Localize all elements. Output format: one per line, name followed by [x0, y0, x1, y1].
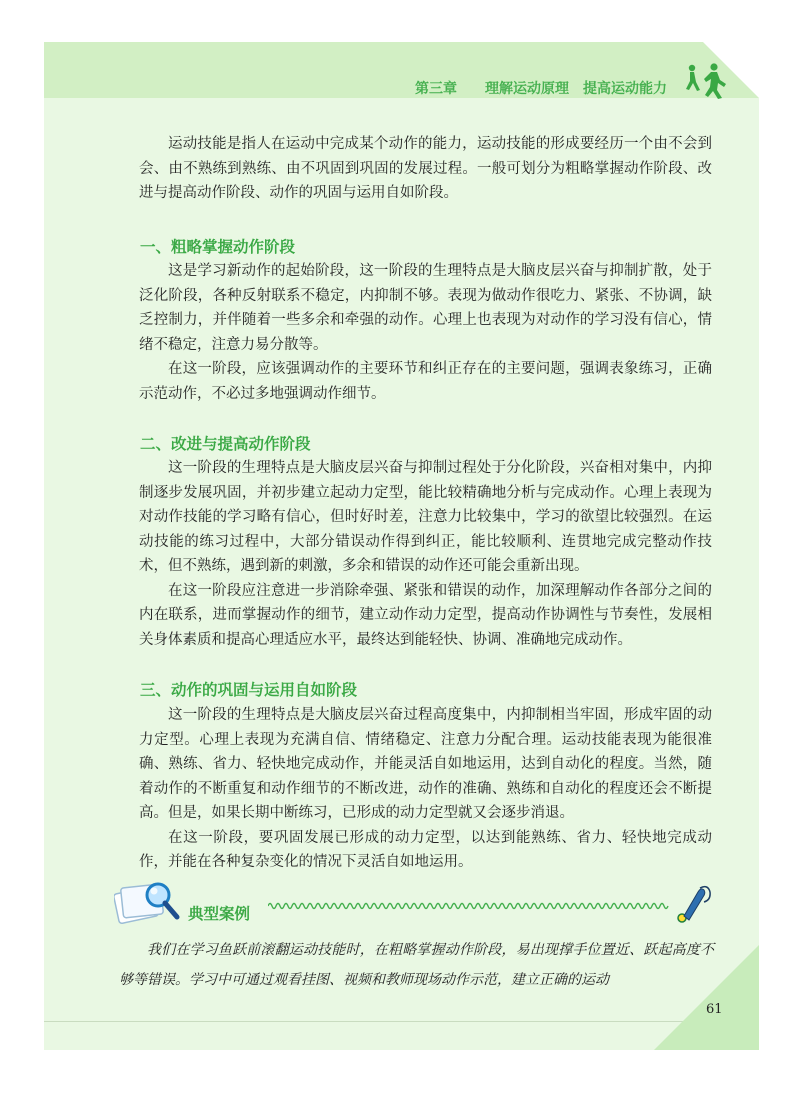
section-body-2 — [139, 456, 712, 652]
footer-rule — [44, 1021, 759, 1022]
intro-paragraph — [139, 132, 712, 206]
case-title: 典型案例 — [188, 905, 251, 923]
paragraph: 这一阶段的生理特点是大脑皮层兴奋过程高度集中，内抑制相当牢固，形成牢固的动力定型。心理上表现为充满自信、情绪稳定、注意力分配合理。运动技能表现为能很准确、熟练、省力、轻快地完成动作，并能灵活自如地运用，达到自动化的程度。当然，随着动作的不断重复和动作细节的不断改进，动作的准确、熟练和自动化的程度还会不断提高。但是，如果长期中断练习，已形成的动力定型就又会逐步消退。 — [139, 707, 712, 821]
pen-icon — [670, 882, 716, 934]
paragraph: 在这一阶段应注意进一步消除牵强、紧张和错误的动作，加深理解动作各部分之间的内在联系，进而掌握动作的细节，建立动作动力定型，提高动作协调性与节奏性，发展相关身体素质和提高心理适应水平，最终达到能轻快、协调、准确地完成动作。 — [139, 582, 712, 648]
section-body-3 — [139, 703, 712, 875]
corner-decoration — [654, 945, 759, 1050]
intro-text: 运动技能是指人在运动中完成某个动作的能力，运动技能的形成要经历一个由不会到会、由不熟练到熟练、由不巩固到巩固的发展过程。一般可划分为粗略掌握动作阶段、改进与提高动作阶段、动作的巩固与运用自如阶段。 — [139, 136, 712, 201]
case-text: 我们在学习鱼跃前滚翻运动技能时，在粗略掌握动作阶段，易出现撑手位置近、跃起高度不够等错误。学习中可通过观看挂图、视频和教师现场动作示范，建立正确的运动 — [119, 942, 714, 988]
magnifier-icon — [114, 878, 188, 928]
chapter-title: 理解运动原理 提高运动能力 — [485, 81, 667, 97]
wavy-divider — [268, 899, 673, 913]
paragraph: 这一阶段的生理特点是大脑皮层兴奋与抑制过程处于分化阶段，兴奋相对集中，内抑制逐步发展巩固，并初步建立起动力定型，能比较精确地分析与完成动作。心理上表现为对动作技能的学习略有信心，但时好时差，注意力比较集中，学习的欲望比较强烈。在运动技能的练习过程中，大部分错误动作得到纠正，能比较顺利、连贯地完成完整动作技术，但不熟练，遇到新的刺激，多余和错误的动作还可能会重新出现。 — [139, 460, 712, 574]
paragraph: 在这一阶段，应该强调动作的主要环节和纠正存在的主要问题，强调表象练习，正确示范动作，不必过多地强调动作细节。 — [139, 361, 712, 402]
runner-icon — [680, 62, 732, 102]
paragraph: 这是学习新动作的起始阶段，这一阶段的生理特点是大脑皮层兴奋与抑制扩散，处于泛化阶段，各种反射联系不稳定，内抑制不够。表现为做动作很吃力、紧张、不协调，缺乏控制力，并伴随着一些多余和牵强的动作。心理上也表现为对动作的学习没有信心，情绪不稳定，注意力易分散等。 — [139, 263, 712, 353]
paragraph: 在这一阶段，要巩固发展已形成的动力定型，以达到能熟练、省力、轻快地完成动作，并能在各种复杂变化的情况下灵活自如地运用。 — [139, 829, 712, 870]
page — [44, 42, 759, 1050]
section-heading-2: 二、改进与提高动作阶段 — [140, 435, 311, 453]
chapter-label: 第三章 — [415, 81, 457, 97]
section-heading-3: 三、动作的巩固与运用自如阶段 — [140, 681, 358, 699]
page-number: 61 — [706, 1002, 723, 1017]
section-body-1 — [139, 259, 712, 406]
section-heading-1: 一、粗略掌握动作阶段 — [140, 238, 296, 256]
case-text-block — [119, 935, 714, 995]
